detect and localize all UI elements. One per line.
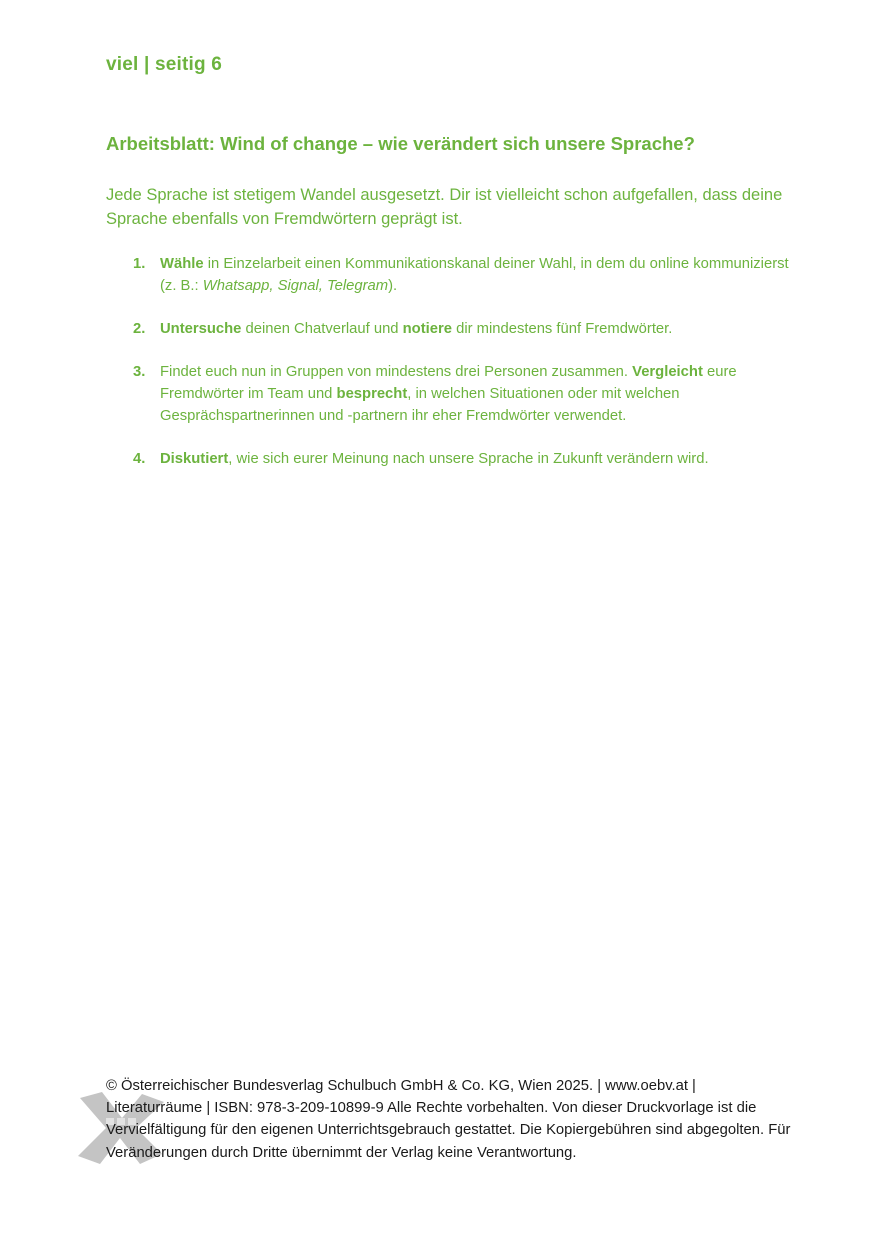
task-number: 2. [133,321,146,337]
task-list [133,253,793,491]
task-verb: Wähle [160,256,204,272]
task-verb: notiere [402,321,452,337]
task-examples: Whatsapp, Signal, Telegram [202,278,389,294]
task-item-2 [133,318,793,340]
task-number: 4. [133,451,146,467]
worksheet-title: Arbeitsblatt: Wind of change – wie verändert sich unsere Sprache? [106,133,695,154]
task-text: in Einzelarbeit einen Kommunikationskanal deiner Wahl, in dem du online kommunizierst (z. B.: [160,256,789,294]
task-item-1 [133,253,793,297]
page-header: viel | seitig 6 [106,54,223,75]
intro-paragraph: Jede Sprache ist stetigem Wandel ausgesetzt. Dir ist vielleicht schon aufgefallen, dass deine Sprache ebenfalls von Fremdwörtern geprägt ist. [106,186,783,228]
task-text: dir mindestens fünf Fremdwörter. [451,321,673,337]
task-item-4 [133,448,793,470]
task-text: , wie sich eurer Meinung nach unsere Sprache in Zukunft verändern wird. [228,451,709,467]
task-text: , in welchen Situationen oder mit welchen Gesprächspartnerinnen und -partnern ihr eher Fremdwörter verwendet. [160,386,680,424]
copyright-footer: © Österreichischer Bundesverlag Schulbuch GmbH & Co. KG, Wien 2025. | www.oebv.at | Literaturräume | ISBN: 978-3-209-10899-9 Alle Rechte vorbehalten. Von dieser Druckvorlage ist die Vervielfältigung für den eigenen Unterrichtsgebrauch gestattet. Die Kopiergebühren sind abgegolten. Für Veränderungen durch Dritte übernimmt der Verlag keine Verantwortung. [106,1078,791,1161]
task-item-3 [133,361,793,427]
task-number: 1. [133,256,146,272]
task-verb: besprecht [336,386,408,402]
task-text: ). [388,278,398,294]
task-verb: Vergleicht [632,364,703,380]
task-verb: Untersuche [160,321,242,337]
task-text: eure Fremdwörter im Team und [160,364,737,402]
task-text: Findet euch nun in Gruppen von mindestens drei Personen zusammen. [160,364,633,380]
task-number: 3. [133,364,146,380]
task-text: deinen Chatverlauf und [241,321,403,337]
task-verb: Diskutiert [160,451,229,467]
